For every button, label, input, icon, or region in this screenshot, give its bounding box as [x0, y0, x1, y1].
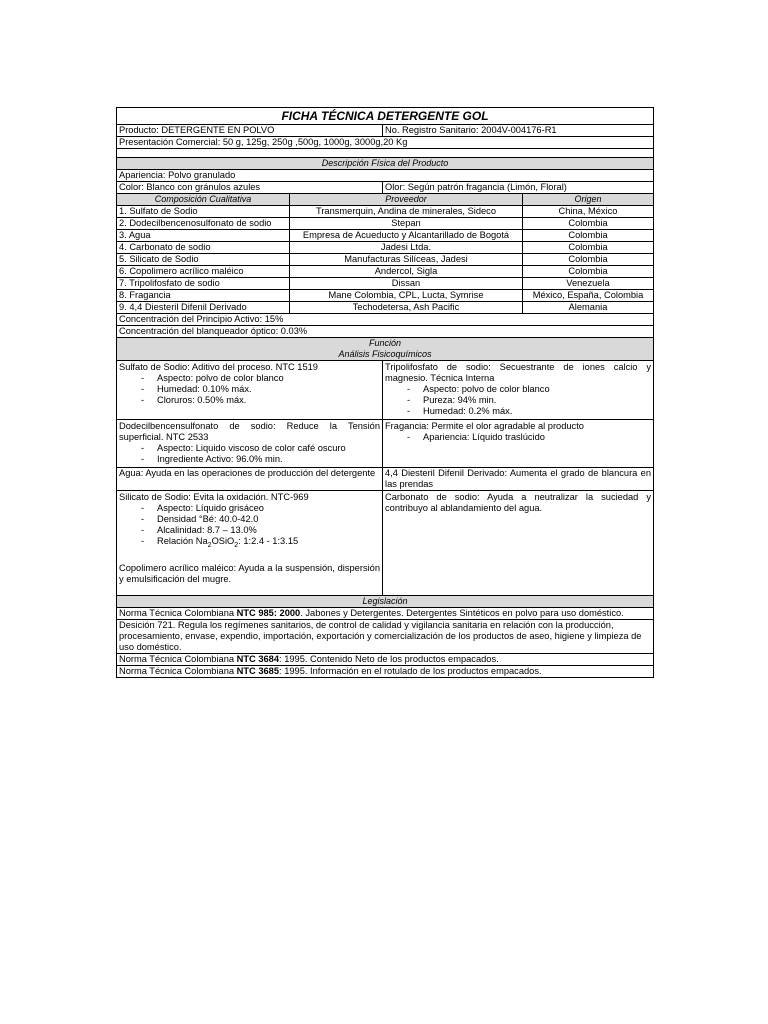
component-name: 2. Dodecilbencenosulfonato de sodio	[117, 218, 290, 230]
physical-description-header: Descripción Física del Producto	[117, 158, 654, 170]
technical-sheet-table	[116, 107, 654, 678]
composition-row	[117, 254, 654, 266]
physicochemical-title: Análisis Fisicoquímicos	[338, 349, 432, 359]
empty-row	[117, 149, 654, 158]
silicate-analysis	[117, 491, 383, 596]
decision-721: Desición 721. Regula los regímenes sanitarios, de control de calidad y vigilancia sanitaria en relación con la producción, procesamiento, envase, expendio, importación, exportación y comercialización de los productos de aseo, higiene y limpieza de uso doméstico.	[117, 620, 654, 654]
ntc-3684-norm: Norma Técnica Colombiana NTC 3684: 1995. Contenido Neto de los productos empacados.	[117, 654, 654, 666]
function-title: Función	[368, 338, 402, 348]
component-name: 3. Agua	[117, 230, 290, 242]
appearance: Apariencia: Polvo granulado	[117, 170, 654, 182]
dodecyl-item: - Ingrediente Activo: 96.0% min.	[141, 454, 380, 465]
sulfate-analysis	[117, 361, 383, 420]
dodecyl-text: Dodecilbencensulfonato de sodio: Reduce la Tensión superficial. NTC 2533	[119, 421, 380, 442]
component-origin: Alemania	[523, 302, 654, 314]
composition-row	[117, 278, 654, 290]
composition-header: Composición Cualitativa	[117, 194, 290, 206]
composition-row	[117, 242, 654, 254]
silicate-item: - Alcalinidad: 8.7 – 13.0%	[141, 525, 380, 536]
tripolyphosphate-analysis	[383, 361, 654, 420]
component-origin: Colombia	[523, 242, 654, 254]
odor: Olor: Según patrón fragancia (Limón, Floral)	[383, 182, 654, 194]
ntc-3685-norm: Norma Técnica Colombiana NTC 3685: 1995. Información en el rotulado de los productos empacados.	[117, 666, 654, 678]
component-supplier: Manufacturas Silíceas, Jadesi	[290, 254, 523, 266]
supplier-header: Proveedor	[290, 194, 523, 206]
silicate-item: - Aspecto: Líquido grisáceo	[141, 503, 380, 514]
component-name: 6. Copolimero acrílico maléico	[117, 266, 290, 278]
brightener-function: 4,4 Diesteril Difenil Derivado: Aumenta el grado de blancura en las prendas	[383, 468, 654, 491]
function-header	[117, 338, 654, 361]
sheet-title: FICHA TÉCNICA DETERGENTE GOL	[117, 108, 654, 125]
copolymer-text: Copolimero acrílico maléico: Ayuda a la suspensión, dispersión y emulsificación del mugre.	[119, 563, 380, 584]
component-name: 4. Carbonato de sodio	[117, 242, 290, 254]
component-name: 1. Sulfato de Sodio	[117, 206, 290, 218]
silicate-ratio: - Relación $Na_2OSiO_2$: 1:2.4 - 1:3.15	[141, 536, 380, 547]
component-supplier: Jadesi Ltda.	[290, 242, 523, 254]
color: Color: Blanco con gránulos azules	[117, 182, 383, 194]
tripolyphosphate-item: - Aspecto: polvo de color blanco	[407, 384, 651, 395]
tripolyphosphate-item: - Humedad: 0.2% máx.	[407, 406, 651, 417]
component-name: 5. Silicato de Sodio	[117, 254, 290, 266]
composition-row	[117, 302, 654, 314]
component-supplier: Techodetersa, Ash Pacific	[290, 302, 523, 314]
sulfate-item: - Cloruros: 0.50% máx.	[141, 395, 380, 406]
component-name: 9. 4,4 Diesteril Difenil Derivado	[117, 302, 290, 314]
optical-brightener-concentration: Concentración del blanqueador óptico: 0.03%	[117, 326, 654, 338]
composition-row	[117, 218, 654, 230]
dodecyl-analysis	[117, 420, 383, 468]
component-name: 8. Fragancia	[117, 290, 290, 302]
component-origin: Colombia	[523, 254, 654, 266]
sanitary-registration: No. Registro Sanitario: 2004V-004176-R1	[383, 125, 654, 137]
component-origin: Colombia	[523, 230, 654, 242]
composition-row	[117, 290, 654, 302]
component-supplier: Transmerquin, Andina de minerales, Sideco	[290, 206, 523, 218]
silicate-item: - Densidad °Bé: 40.0-42.0	[141, 514, 380, 525]
component-origin: Venezuela	[523, 278, 654, 290]
product-name: Producto: DETERGENTE EN POLVO	[117, 125, 383, 137]
carbonate-function: Carbonato de sodio: Ayuda a neutralizar la suciedad y contribuyo al ablandamiento del agua.	[383, 491, 654, 596]
tripolyphosphate-text: Tripolifosfato de sodio: Secuestrante de iones calcio y magnesio. Técnica Interna	[385, 362, 651, 383]
composition-row	[117, 206, 654, 218]
sulfate-item: - Humedad: 0.10% máx.	[141, 384, 380, 395]
component-supplier: Andercol, Sigla	[290, 266, 523, 278]
component-supplier: Stepan	[290, 218, 523, 230]
silicate-text: Silicato de Sodio: Evita la oxidación. NTC-969	[119, 492, 309, 502]
water-function: Agua: Ayuda en las operaciones de producción del detergente	[117, 468, 383, 491]
sulfate-text: Sulfato de Sodio: Aditivo del proceso. NTC 1519	[119, 362, 318, 372]
tripolyphosphate-item: - Pureza: 94% min.	[407, 395, 651, 406]
component-origin: México, España, Colombia	[523, 290, 654, 302]
active-ingredient-concentration: Concentración del Principio Activo: 15%	[117, 314, 654, 326]
component-origin: Colombia	[523, 218, 654, 230]
component-supplier: Dissan	[290, 278, 523, 290]
sulfate-item: - Aspecto: polvo de color blanco	[141, 373, 380, 384]
component-supplier: Empresa de Acueducto y Alcantarillado de Bogotá	[290, 230, 523, 242]
component-supplier: Mane Colombia, CPL, Lucta, Symrise	[290, 290, 523, 302]
fragrance-analysis	[383, 420, 654, 468]
component-name: 7. Tripolifosfato de sodio	[117, 278, 290, 290]
composition-row	[117, 266, 654, 278]
fragrance-text: Fragancia: Permite el olor agradable al producto	[385, 421, 584, 431]
component-origin: China, México	[523, 206, 654, 218]
fragrance-item: - Apariencia: Líquido traslúcido	[407, 432, 651, 443]
commercial-presentation: Presentación Comercial: 50 g, 125g, 250g ,500g, 1000g, 3000g,20 Kg	[117, 137, 654, 149]
ntc-985-norm: Norma Técnica Colombiana NTC 985: 2000. Jabones y Detergentes. Detergentes Sintéticos en polvo para uso doméstico.	[117, 608, 654, 620]
legislation-header: Legislación	[117, 596, 654, 608]
composition-row	[117, 230, 654, 242]
dodecyl-item: - Aspecto: Liquido viscoso de color café oscuro	[141, 443, 380, 454]
origin-header: Origen	[523, 194, 654, 206]
component-origin: Colombia	[523, 266, 654, 278]
